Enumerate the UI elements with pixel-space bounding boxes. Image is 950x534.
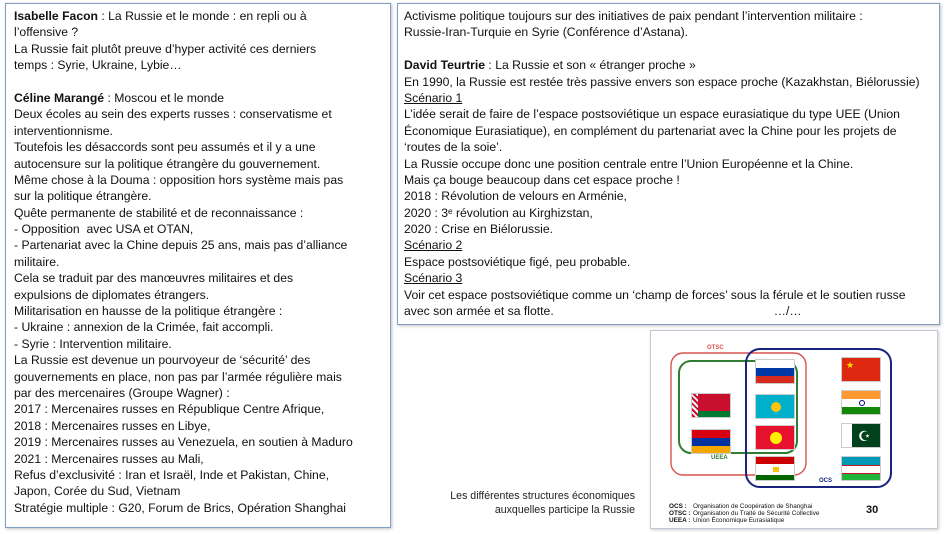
legend-otsc	[669, 510, 819, 517]
text-line	[14, 467, 390, 483]
line-text: expulsions de diplomates étrangers.	[14, 287, 210, 302]
line-text: gouvernements en place, non pas par l’armée régulière mais	[14, 369, 342, 384]
figure-caption	[420, 490, 635, 517]
author-name: Céline Marangé	[14, 90, 105, 105]
line-text: Voir cet espace postsoviétique comme un ‘champ de forces’ sous la férule et le soutien russe	[404, 287, 906, 302]
text-line	[404, 8, 939, 24]
line-text: - Opposition avec USA et OTAN,	[14, 222, 194, 237]
armenia-flag-icon	[691, 429, 731, 454]
line-text: 2018 : Révolution de velours en Arménie,	[404, 189, 627, 204]
legend-ueea-abbr: UEEA :	[669, 517, 691, 524]
text-line	[404, 270, 939, 286]
text-line	[14, 8, 390, 24]
text-line	[404, 24, 939, 40]
line-text: 2019 : Mercenaires russes au Venezuela, en soutien à Maduro	[14, 435, 353, 450]
text-line	[14, 57, 390, 73]
page-number: 30	[866, 504, 879, 516]
line-text: sur la politique étrangère.	[14, 189, 152, 204]
line-text: 2017 : Mercenaires russes en République Centre Afrique,	[14, 402, 325, 417]
line-text: temps : Syrie, Ukraine, Lybie…	[14, 58, 182, 73]
china-flag-icon: ★	[841, 357, 881, 382]
scenario-heading: Scénario 2	[404, 238, 463, 253]
text-line	[14, 221, 390, 237]
line-text: 2020 : Crise en Biélorussie.	[404, 222, 554, 237]
text-line	[14, 336, 390, 352]
text-line	[14, 352, 390, 368]
russia-flag-icon	[755, 359, 795, 384]
line-text: Deux écoles au sein des experts russes : conservatisme et	[14, 107, 332, 122]
text-line	[14, 254, 390, 270]
text-line	[14, 205, 390, 221]
line-text: l’offensive ?	[14, 25, 79, 40]
line-text: militaire.	[14, 254, 60, 269]
line-text: avec son armée et sa flotte. …/…	[404, 304, 802, 319]
line-text: : La Russie et le monde : en repli ou à	[98, 9, 307, 23]
text-line	[14, 237, 390, 253]
legend-otsc-abbr: OTSC :	[669, 510, 691, 517]
legend-ocs-abbr: OCS :	[669, 503, 687, 510]
text-line	[404, 287, 939, 303]
line-text: Refus d’exclusivité : Iran et Israël, Inde et Pakistan, Chine,	[14, 467, 330, 482]
text-line	[14, 418, 390, 434]
line-text: Japon, Corée du Sud, Vietnam	[14, 484, 181, 499]
text-line	[14, 172, 390, 188]
line-text: interventionnisme.	[14, 123, 113, 138]
text-line	[404, 74, 939, 90]
text-line	[404, 90, 939, 106]
legend-ueea-text: Union Économique Eurasiatique	[693, 517, 785, 524]
legend-ocs-text: Organisation de Coopération de Shanghai	[693, 503, 813, 510]
line-text: : Moscou et le monde	[104, 90, 224, 105]
uzbekistan-flag-icon	[841, 456, 881, 481]
text-line	[14, 369, 390, 385]
text-line	[14, 106, 390, 122]
line-text: autocensure sur la politique étrangère du gouvernement.	[14, 156, 321, 171]
author-name: Isabelle Facon	[14, 9, 98, 23]
line-text: - Syrie : Intervention militaire.	[14, 336, 172, 351]
line-text: 2018 : Mercenaires russes en Libye,	[14, 418, 211, 433]
line-text: Économique Eurasiatique), en complément du partenariat avec la Chine pour les projets de	[404, 123, 897, 138]
text-line	[404, 221, 939, 237]
text-line	[404, 123, 939, 139]
text-line	[404, 303, 939, 319]
text-line	[404, 156, 939, 172]
text-line	[14, 139, 390, 155]
line-text: - Partenariat avec la Chine depuis 25 ans, mais pas d’alliance	[14, 238, 348, 253]
text-line	[404, 254, 939, 270]
line-text: Cela se traduit par des manœuvres militaires et des	[14, 271, 294, 286]
text-line	[14, 483, 390, 499]
line-text: La Russie occupe donc une position centrale entre l’Union Européenne et la Chine.	[404, 156, 854, 171]
line-text: Militarisation en hausse de la politique étrangère :	[14, 304, 283, 319]
line-text: Espace postsoviétique figé, peu probable.	[404, 254, 631, 269]
kazakhstan-flag-icon	[755, 394, 795, 419]
line-text: Même chose à la Douma : opposition hors système mais pas	[14, 172, 344, 187]
line-text: Toutefois les désaccords sont peu assumés et il y a une	[14, 140, 316, 155]
text-line	[404, 237, 939, 253]
text-line	[404, 172, 939, 188]
text-line	[14, 434, 390, 450]
text-line	[14, 287, 390, 303]
text-line	[14, 270, 390, 286]
text-line	[14, 188, 390, 204]
text-line	[14, 90, 390, 106]
line-text: 2021 : Mercenaires russes au Mali,	[14, 451, 204, 466]
kyrgyzstan-flag-icon	[755, 425, 795, 450]
line-text: Stratégie multiple : G20, Forum de Brics, Opération Shanghai	[14, 500, 346, 515]
line-text: En 1990, la Russie est restée très passive envers son espace proche (Kazakhstan, Biélorussie)	[404, 74, 920, 89]
text-line	[14, 156, 390, 172]
text-line	[14, 123, 390, 139]
line-text: La Russie fait plutôt preuve d’hyper activité ces derniers	[14, 41, 317, 56]
india-flag-icon	[841, 390, 881, 415]
author-name: David Teurtrie	[404, 58, 486, 73]
line-text: Russie-Iran-Turquie en Syrie (Conférence d’Astana).	[404, 25, 689, 40]
right-text-panel	[397, 3, 940, 325]
line-text: - Ukraine : annexion de la Crimée, fait accompli.	[14, 320, 274, 335]
line-text: Quête permanente de stabilité et de reconnaissance :	[14, 205, 304, 220]
legend-ueea	[669, 517, 784, 524]
text-line	[404, 106, 939, 122]
text-line	[14, 385, 390, 401]
text-line	[14, 74, 390, 90]
line-text: Mais ça bouge beaucoup dans cet espace proche !	[404, 172, 680, 187]
scenario-heading: Scénario 1	[404, 90, 463, 105]
text-line	[14, 401, 390, 417]
text-line	[14, 41, 390, 57]
belarus-flag-icon	[691, 393, 731, 418]
text-line	[404, 41, 939, 57]
text-line	[14, 24, 390, 40]
text-line	[404, 57, 939, 73]
line-text: 2020 : 3ᵉ révolution au Kirghizstan,	[404, 205, 593, 220]
tajikistan-flag-icon	[755, 456, 795, 481]
legend-otsc-text: Organisation du Traité de Sécurité Collective	[693, 510, 820, 517]
line-text: L’idée serait de faire de l’espace postsoviétique un espace eurasiatique du type UEE (Union	[404, 107, 900, 122]
line-text: par des mercenaires (Groupe Wagner) :	[14, 385, 230, 400]
line-text: ‘routes de la soie’.	[404, 140, 503, 155]
caption-line-1: Les différentes structures économiques	[450, 490, 635, 502]
text-line	[14, 500, 390, 516]
text-line	[404, 139, 939, 155]
text-line	[14, 303, 390, 319]
line-text: : La Russie et son « étranger proche »	[485, 58, 696, 73]
left-text-panel	[5, 3, 391, 528]
scenario-heading: Scénario 3	[404, 271, 463, 286]
pakistan-flag-icon: ☪	[841, 423, 881, 448]
caption-line-2: auxquelles participe la Russie	[494, 503, 635, 516]
text-line	[404, 205, 939, 221]
legend-ocs	[669, 503, 812, 510]
line-text: Activisme politique toujours sur des initiatives de paix pendant l’intervention militaire :	[404, 9, 863, 23]
ueea-label: UEEA	[711, 455, 728, 461]
text-line	[404, 188, 939, 204]
line-text: La Russie est devenue un pourvoyeur de ‘sécurité’ des	[14, 353, 311, 368]
ocs-label: OCS	[819, 478, 833, 484]
text-line	[14, 319, 390, 335]
otsc-label: OTSC	[707, 345, 724, 351]
text-line	[14, 451, 390, 467]
organizations-diagram	[650, 330, 938, 529]
